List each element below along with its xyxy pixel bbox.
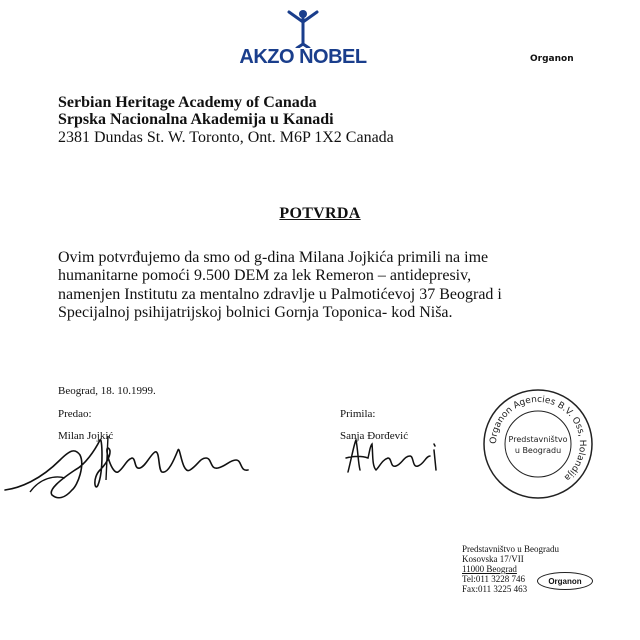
address-line-3: 2381 Dundas St. W. Toronto, Ont. M6P 1X2 Canada <box>58 129 394 146</box>
logo-brand-text: AKZO NOBEL <box>239 46 367 68</box>
address-line-2: Srpska Nacionalna Akademija u Kanadi <box>58 111 334 128</box>
body-line-4: Specijalnoj psihijatrijskoj bolnici Gornja Toponica- kod Niša. <box>58 304 453 321</box>
organon-stamp <box>482 388 594 500</box>
body-line-3: namenjen Institutu za mentalno zdravlje u Palmotićevoj 37 Beograd i <box>58 286 502 303</box>
akzo-nobel-logo <box>228 8 378 68</box>
received-name: Sanja Đorđević <box>340 430 409 442</box>
place-date: Beograd, 18. 10.1999. <box>58 385 156 397</box>
address-line-1: Serbian Heritage Academy of Canada <box>58 94 317 111</box>
stamp-center-line-2: u Beogradu <box>514 446 562 455</box>
figure-icon <box>283 8 323 48</box>
footer-fax: Fax:011 3225 463 <box>462 584 528 594</box>
document-title: POTVRDA <box>279 205 361 222</box>
signature-sanja-djordjevic <box>340 436 450 476</box>
organon-badge: Organon <box>537 572 593 590</box>
footer-line-3: 11000 Beograd <box>462 564 517 574</box>
organon-header-text: Organon <box>530 54 574 64</box>
stamp-ring-text: Organon Agencies B.V. Oss, Holandija <box>488 394 588 483</box>
body-line-2: humanitarne pomoći 9.500 DEM za lek Remeron – antidepresiv, <box>58 267 472 284</box>
stamp-center-line-1: Predstavništvo <box>508 435 568 444</box>
received-label: Primila: <box>340 408 376 420</box>
footer-line-1: Predstavništvo u Beogradu <box>462 544 559 554</box>
handed-over-name: Milan Jojkić <box>58 430 114 442</box>
footer-line-2: Kosovska 17/VII <box>462 554 524 564</box>
signature-milan-jojkic <box>0 430 300 510</box>
footer-tel: Tel:011 3228 746 <box>462 574 526 584</box>
handed-over-label: Predao: <box>58 408 92 420</box>
body-line-1: Ovim potvrđujemo da smo od g-dina Milana Jojkića primili na ime <box>58 249 489 266</box>
